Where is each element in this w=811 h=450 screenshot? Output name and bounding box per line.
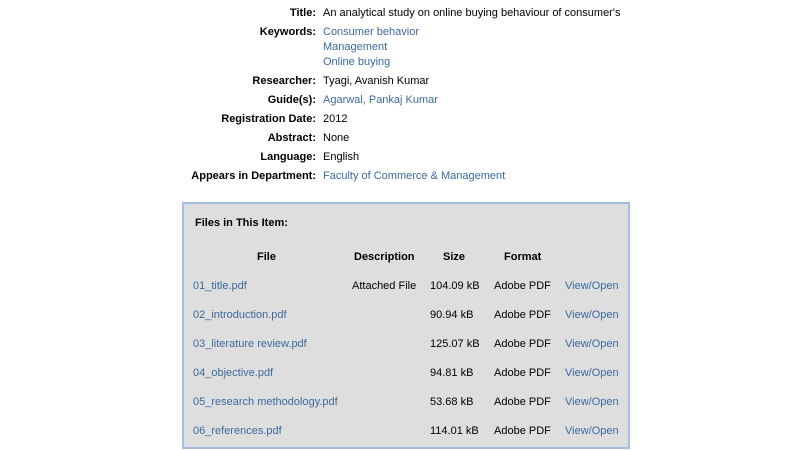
language-value: English [323, 151, 360, 163]
view-open-link[interactable]: View/Open [565, 425, 619, 437]
file-size: 125.07 kB [430, 338, 480, 350]
researcher-label: Researcher: [252, 75, 316, 87]
abstract-value: None [323, 132, 350, 144]
title-value: An analytical study on online buying behaviour of consumer's [323, 7, 621, 19]
researcher-value: Tyagi, Avanish Kumar [323, 75, 430, 87]
file-size: 90.94 kB [430, 309, 474, 321]
file-format: Adobe PDF [494, 367, 551, 379]
file-size: 104.09 kB [430, 280, 480, 292]
registration-label: Registration Date: [221, 113, 316, 125]
file-link[interactable]: 02_introduction.pdf [193, 309, 287, 321]
column-header-format: Format [504, 251, 542, 263]
file-format: Adobe PDF [494, 425, 551, 437]
column-header-description: Description [354, 251, 415, 263]
keyword-link-consumer-behavior[interactable]: Consumer behavior [323, 26, 419, 38]
column-header-file: File [257, 251, 276, 263]
files-heading: Files in This Item: [195, 217, 288, 229]
department-link[interactable]: Faculty of Commerce & Management [323, 170, 506, 182]
view-open-link[interactable]: View/Open [565, 338, 619, 350]
file-format: Adobe PDF [494, 280, 551, 292]
view-open-link[interactable]: View/Open [565, 396, 619, 408]
keyword-link-online-buying[interactable]: Online buying [323, 56, 391, 68]
file-description: Attached File [352, 280, 417, 292]
file-link[interactable]: 05_research methodology.pdf [193, 396, 338, 408]
guide-link[interactable]: Agarwal, Pankaj Kumar [323, 94, 438, 106]
registration-value: 2012 [323, 113, 348, 125]
file-size: 94.81 kB [430, 367, 474, 379]
abstract-label: Abstract: [267, 132, 316, 144]
guides-label: Guide(s): [267, 94, 316, 106]
file-link[interactable]: 04_objective.pdf [193, 367, 274, 379]
file-size: 53.68 kB [430, 396, 474, 408]
file-link[interactable]: 06_references.pdf [193, 425, 282, 437]
title-label: Title: [289, 7, 316, 19]
keywords-list [323, 25, 419, 70]
file-link[interactable]: 03_literature review.pdf [193, 338, 307, 350]
file-link[interactable]: 01_title.pdf [193, 280, 247, 292]
view-open-link[interactable]: View/Open [565, 309, 619, 321]
file-format: Adobe PDF [494, 396, 551, 408]
keyword-link-management[interactable]: Management [323, 41, 388, 53]
keywords-label: Keywords: [259, 26, 316, 38]
files-panel [182, 202, 630, 449]
file-format: Adobe PDF [494, 309, 551, 321]
file-size: 114.01 kB [430, 425, 479, 437]
view-open-link[interactable]: View/Open [565, 280, 619, 292]
column-header-size: Size [443, 251, 466, 263]
file-format: Adobe PDF [494, 338, 551, 350]
department-label: Appears in Department: [191, 170, 316, 182]
language-label: Language: [260, 151, 316, 163]
files-table [184, 204, 628, 447]
view-open-link[interactable]: View/Open [565, 367, 619, 379]
